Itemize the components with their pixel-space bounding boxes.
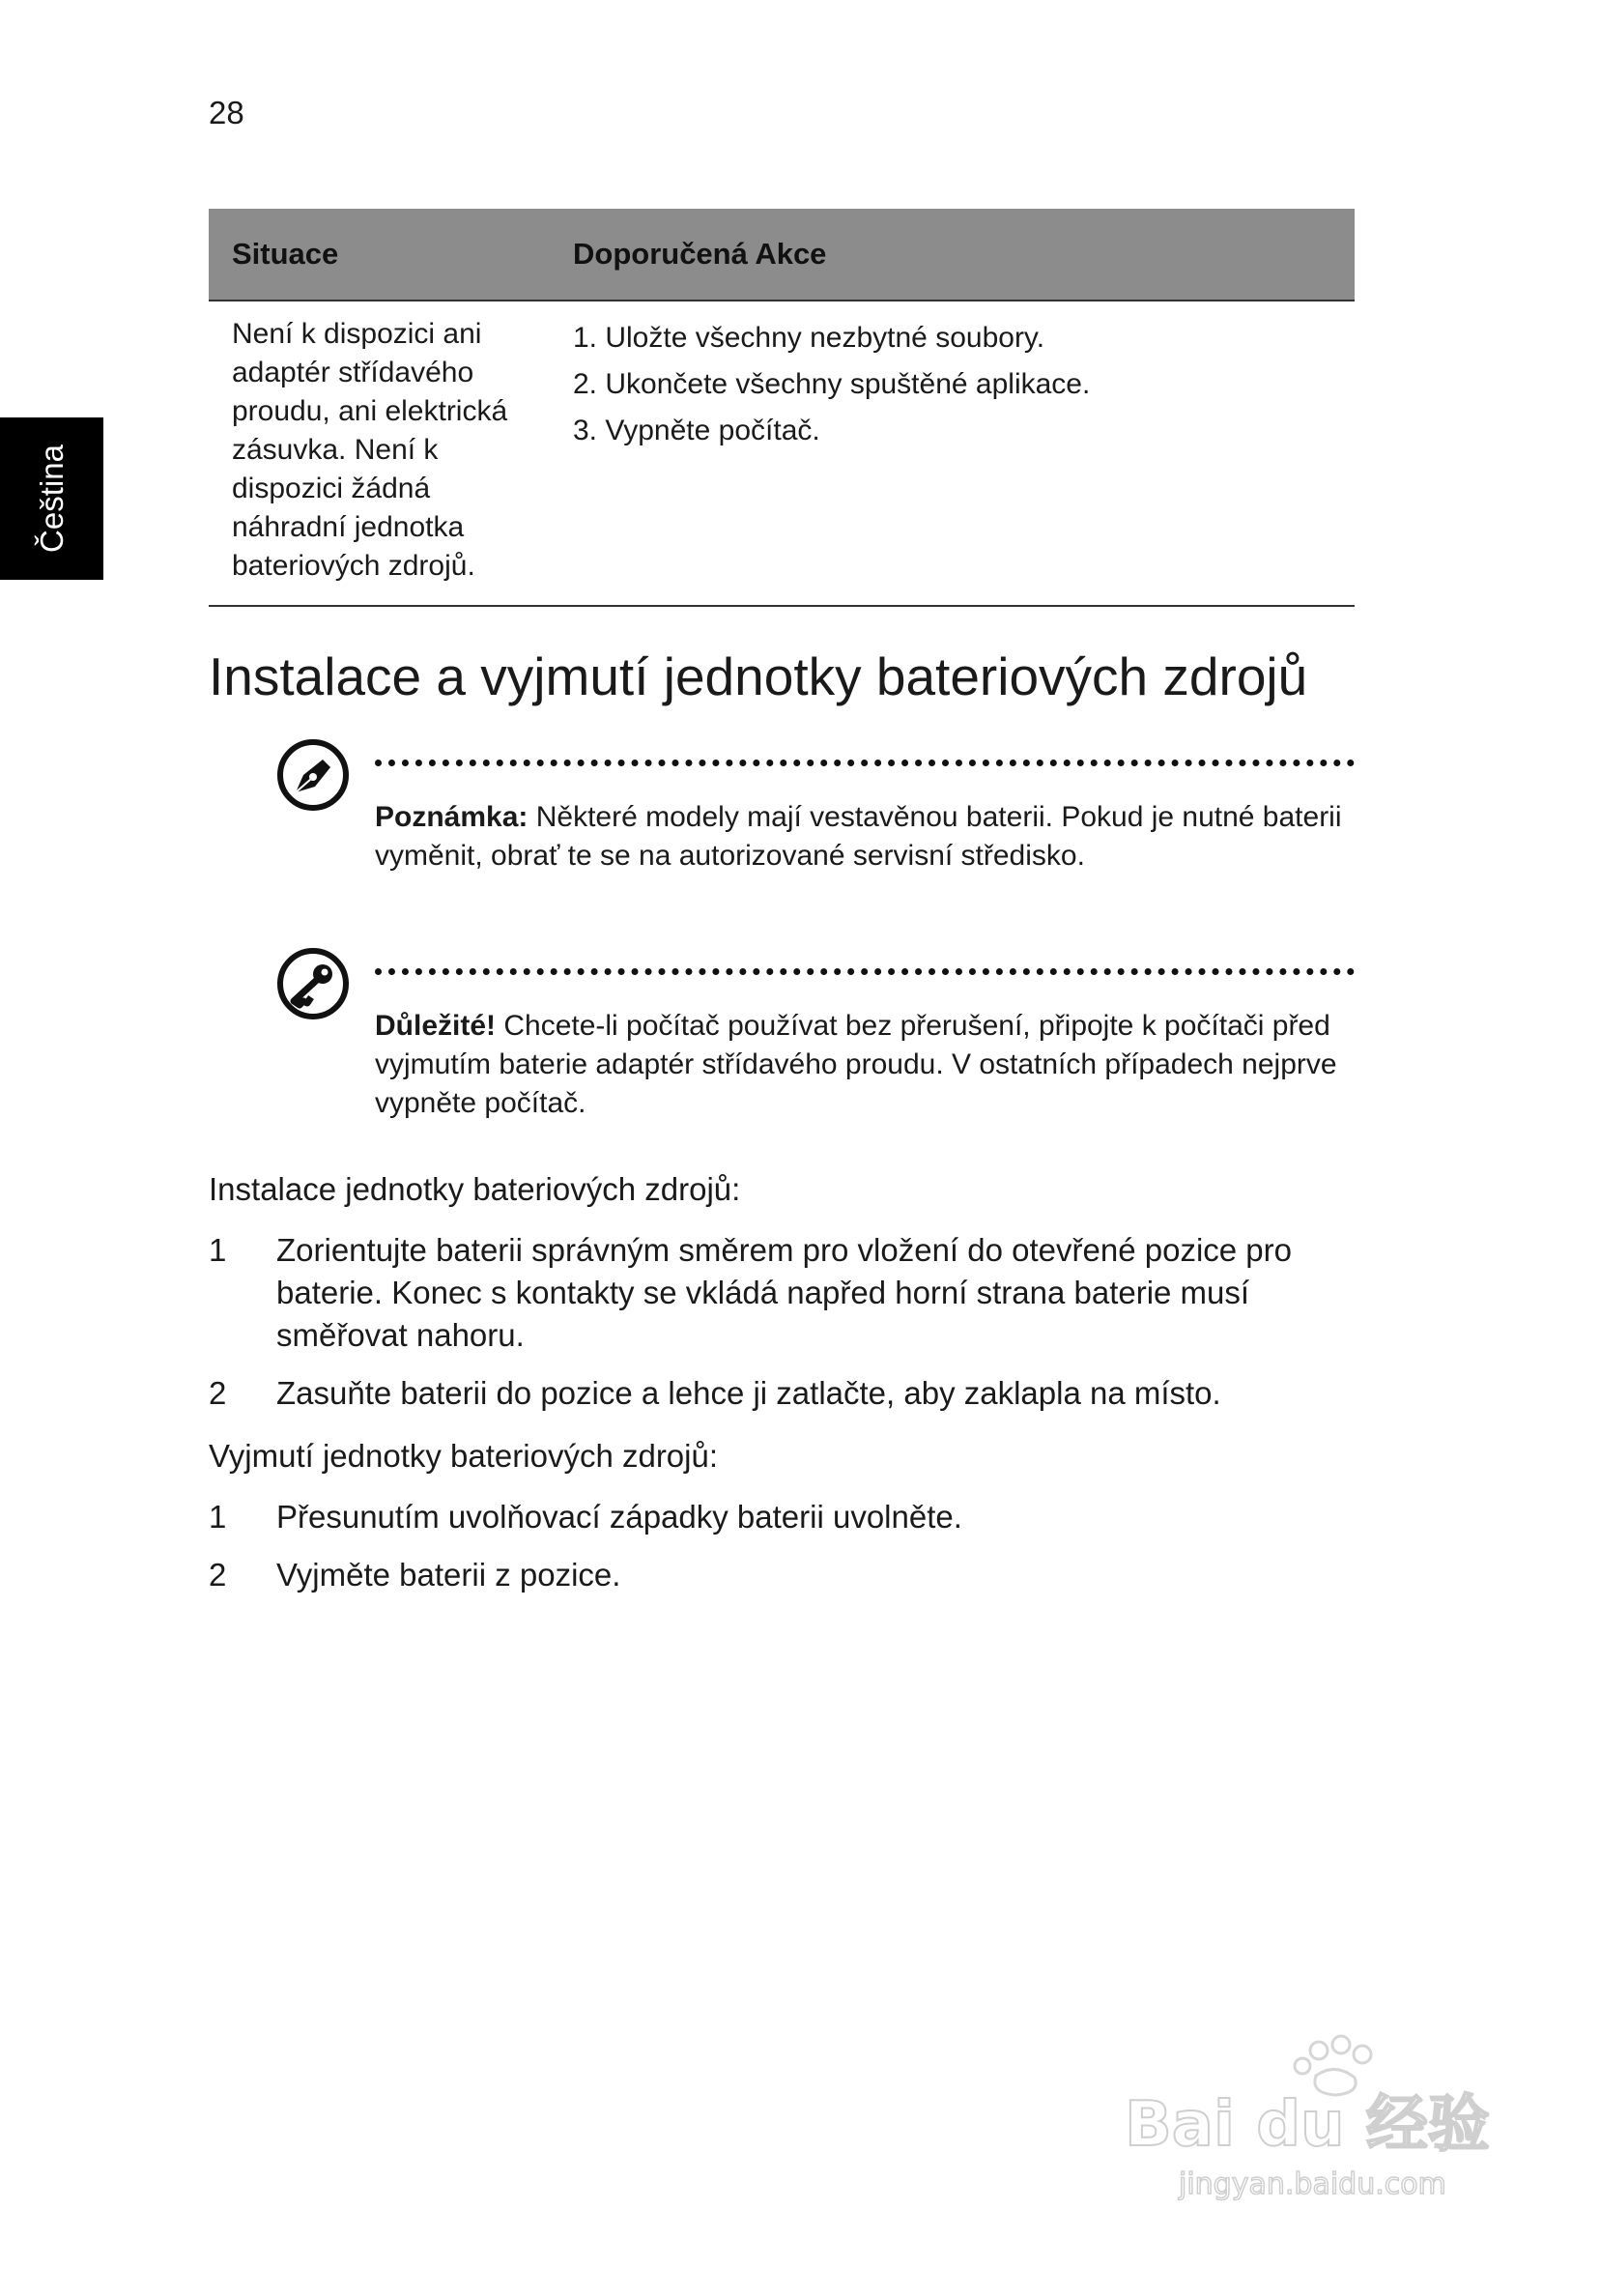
install-step [209, 1372, 1355, 1415]
language-tab-label: Čeština [33, 445, 70, 553]
important-callout [274, 945, 1355, 1138]
remove-heading: Vyjmutí jednotky bateriových zdrojů: [209, 1438, 719, 1474]
language-tab [0, 417, 103, 580]
page-number: 28 [209, 95, 244, 130]
action-item: 1. Uložte všechny nezbytné soubory. [573, 322, 1045, 354]
situation-line: dispozici žádná [232, 473, 431, 504]
situation-table [209, 209, 1355, 607]
note-callout [274, 736, 1355, 891]
action-item: 2. Ukončete všechny spuštěné aplikace. [573, 368, 1091, 400]
note-text [375, 798, 1355, 875]
remove-step [209, 1496, 1355, 1538]
situation-line: Není k dispozici ani [232, 318, 482, 350]
table-row [209, 301, 1355, 607]
situation-line: proudu, ani elektrická [232, 395, 508, 427]
important-body: Chcete-li počítač používat bez přerušení, připojte k počítači před vyjmutím baterie adaptér střídavého proudu. V ostatních případech nejprve vypněte počítač. [375, 1010, 1337, 1119]
step-text: Vyjměte baterii z pozice. [276, 1557, 621, 1593]
key-important-icon [274, 945, 352, 1022]
header-situation: Situace [232, 237, 339, 271]
header-action: Doporučená Akce [573, 237, 827, 271]
step-text: Přesunutím uvolňovací západky baterii uvolněte. [276, 1499, 962, 1535]
action-cell [573, 315, 1090, 605]
step-number: 2 [209, 1375, 227, 1411]
step-number: 1 [209, 1499, 227, 1535]
situation-cell [209, 315, 573, 605]
step-number: 2 [209, 1557, 227, 1593]
step-text: Zorientujte baterii správným směrem pro vložení do otevřené pozice pro baterie. Konec s kontakty se vkládá napřed horní strana baterie musí směřovat nahoru. [276, 1232, 1292, 1353]
section-title: Instalace a vyjmutí jednotky bateriových zdrojů [209, 646, 1308, 706]
remove-step [209, 1554, 1355, 1596]
note-label: Poznámka: [375, 801, 529, 833]
pen-note-icon [274, 736, 352, 814]
baidu-watermark-logo [1111, 2029, 1527, 2213]
step-number: 1 [209, 1232, 227, 1268]
important-text [375, 1007, 1355, 1123]
install-step [209, 1229, 1355, 1357]
important-divider [375, 968, 1355, 975]
install-heading: Instalace jednotky bateriových zdrojů: [209, 1171, 741, 1207]
table-header [209, 209, 1355, 301]
watermark-brand: Bai du 经验 [1125, 2089, 1490, 2161]
action-item: 3. Vypněte počítač. [573, 415, 820, 446]
watermark-url: jingyan.baidu.com [1179, 2167, 1446, 2201]
note-divider [375, 760, 1355, 766]
situation-line: náhradní jednotka [232, 511, 465, 543]
situation-line: zásuvka. Není k [232, 434, 439, 466]
situation-line: bateriových zdrojů. [232, 550, 475, 582]
note-body: Některé modely mají vestavěnou baterii. Pokud je nutné baterii vyměnit, obrať te se na autorizované servisní středisko. [375, 801, 1342, 872]
step-text: Zasuňte baterii do pozice a lehce ji zatlačte, aby zaklapla na místo. [276, 1375, 1221, 1411]
important-label: Důležité! [375, 1010, 497, 1042]
situation-line: adaptér střídavého [232, 357, 474, 388]
